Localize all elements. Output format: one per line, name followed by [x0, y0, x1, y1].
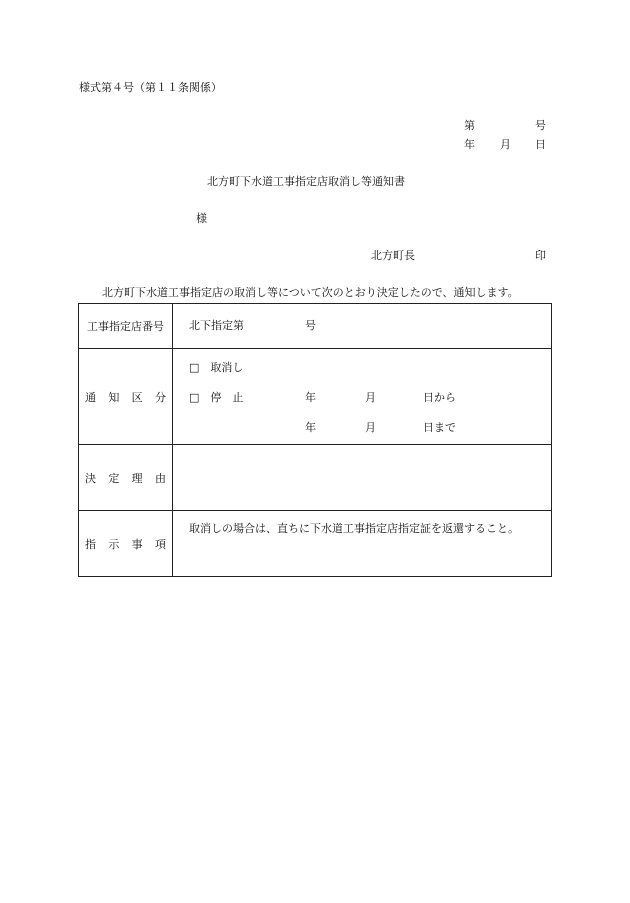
label-char: 通 [85, 390, 96, 404]
row-decision-reason [79, 445, 552, 511]
label-char: 指 [85, 537, 96, 551]
label-char: 分 [154, 390, 166, 404]
date-day: 日 [535, 138, 546, 151]
to-day: 日まで [423, 421, 456, 434]
label-char: 定 [108, 471, 120, 485]
label-char: 項 [154, 537, 166, 551]
number-suffix: 号 [535, 119, 546, 132]
to-month: 月 [365, 421, 376, 434]
label-char: 決 [85, 471, 96, 485]
label-char: 知 [108, 390, 120, 404]
notification-table [78, 303, 552, 577]
store-number-suffix: 号 [305, 319, 316, 332]
row-instructions [79, 511, 552, 577]
to-year: 年 [305, 421, 316, 434]
label-char: 事 [131, 537, 143, 551]
label-instructions [79, 511, 173, 577]
number-prefix: 第 [464, 119, 475, 132]
label-decision-reason [79, 445, 173, 511]
from-year: 年 [305, 391, 316, 404]
label-char: 示 [108, 537, 120, 551]
intro-text: 北方町下水道工事指定店の取消し等について次のとおり決定したので、通知します。 [102, 286, 519, 299]
value-notice-category [173, 349, 552, 445]
label-char: 理 [131, 471, 143, 485]
issuer-seal: 印 [535, 249, 546, 262]
label-char: 区 [131, 390, 143, 404]
value-store-number [173, 304, 552, 349]
issuer-name: 北方町長 [371, 249, 415, 262]
value-decision-reason[interactable] [173, 445, 552, 511]
label-char: 由 [154, 471, 166, 485]
checkbox-suspend[interactable]: □ 停 止 [189, 391, 244, 404]
label-notice-category [79, 349, 173, 445]
form-number: 様式第４号（第１１条関係） [79, 81, 222, 94]
date-month: 月 [500, 138, 511, 151]
date-year: 年 [464, 138, 475, 151]
addressee-honorific: 様 [196, 212, 207, 225]
instructions-text: 取消しの場合は、直ちに下水道工事指定店指定証を返還すること。 [189, 522, 519, 535]
checkbox-cancel[interactable]: □ 取消し [189, 361, 244, 374]
row-store-number [79, 304, 552, 349]
document-title: 北方町下水道工事指定店取消し等通知書 [207, 175, 405, 188]
label-store-number: 工事指定店番号 [79, 304, 173, 349]
row-notice-category [79, 349, 552, 445]
from-day: 日から [423, 391, 456, 404]
store-number-prefix: 北下指定第 [189, 319, 244, 332]
from-month: 月 [365, 391, 376, 404]
value-instructions [173, 511, 552, 577]
